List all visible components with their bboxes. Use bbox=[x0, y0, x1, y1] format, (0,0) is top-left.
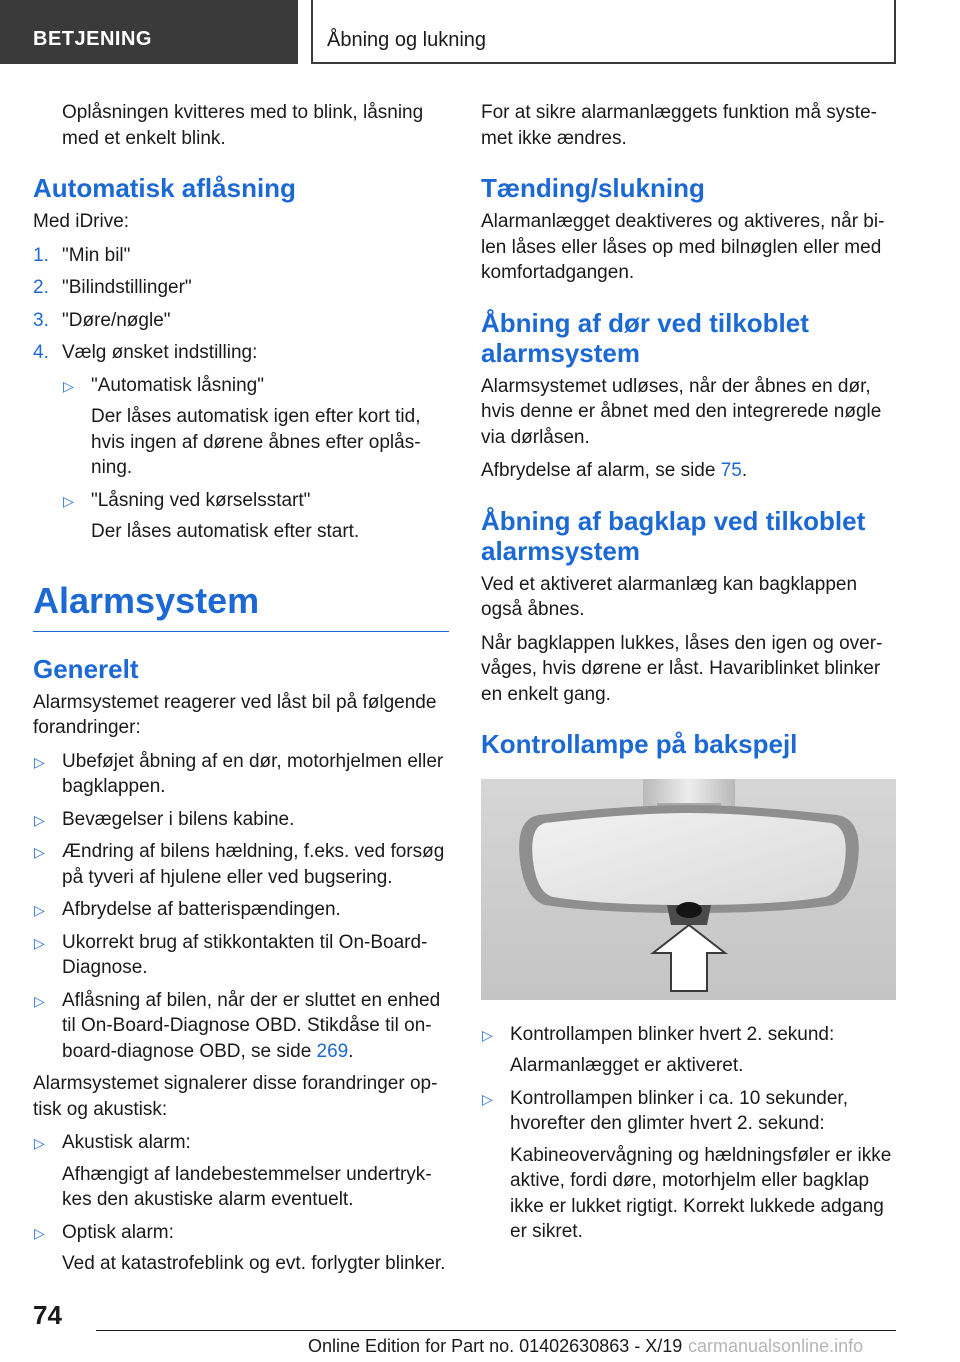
general-lead: Alarmsystemet reagerer ved låst bil på følgende forandringer: bbox=[33, 691, 437, 738]
triangle-right-icon: ▷ bbox=[34, 1135, 45, 1151]
door-break-text bbox=[481, 458, 897, 484]
triangle-right-icon: ▷ bbox=[482, 1026, 493, 1043]
page-link-75[interactable]: 75 bbox=[720, 460, 742, 481]
triangle-right-icon: ▷ bbox=[34, 753, 45, 770]
step-number: 4. bbox=[33, 342, 49, 363]
triangle-right-icon: ▷ bbox=[63, 492, 74, 509]
left-column bbox=[33, 100, 449, 1284]
triangle-right-icon: ▷ bbox=[34, 811, 45, 828]
heading-indicator-lamp: Kontrollampe på bakspejl bbox=[481, 729, 798, 759]
tailgate-text-1: Ved et aktiveret alarmanlæg kan bagklappen også åbnes. bbox=[481, 573, 858, 620]
right-intro: For at sikre alarmanlæggets funktion må systemet ikke ændres. bbox=[481, 102, 877, 149]
intro-text: Oplåsningen kvitteres med to blink, låsning med et enkelt blink. bbox=[62, 102, 424, 149]
step-text: Vælg ønsket indstilling: bbox=[62, 342, 258, 363]
step-number: 1. bbox=[33, 244, 49, 266]
heading-alarm-system: Alarmsystem bbox=[33, 579, 449, 632]
chapter-title: Åbning og lukning bbox=[327, 29, 487, 51]
lamp-desc: Kabineovervågning og hældningsføler er ikke aktive, fordi døre, motorhjelm eller bagklap ikke er lukket rigtigt. Korrekt lukkede adgang er sikret. bbox=[510, 1144, 892, 1242]
step-item bbox=[33, 243, 449, 269]
option-desc: Der låses automatisk igen efter kort tid, hvis ingen af dørene åbnes efter oplåsning. bbox=[91, 406, 421, 478]
obd-text: Aflåsning af bilen, når der er sluttet en enhed til On-Board-Diagnose OBD. Stikdåse til onboard-diagnose OBD, se side bbox=[62, 989, 441, 1062]
lamp-item bbox=[481, 1086, 897, 1245]
signal-label: Optisk alarm: bbox=[62, 1221, 174, 1243]
section-tab bbox=[0, 0, 298, 64]
change-item bbox=[33, 897, 449, 923]
page-header bbox=[0, 0, 960, 66]
signal-desc: Afhængigt af landebestemmelser undertrykkes den akustiske alarm eventuelt. bbox=[62, 1163, 432, 1210]
right-column bbox=[481, 100, 897, 1252]
signal-label: Akustisk alarm: bbox=[62, 1132, 191, 1153]
ignition-text: Alarmanlægget deaktiveres og aktiveres, når bilen låses eller låses op med bilnøglen eller med komfortadgangen. bbox=[481, 211, 885, 283]
signal-lead: Alarmsystemet signalerer disse forandringer optisk og akustisk: bbox=[33, 1073, 438, 1120]
option-item bbox=[62, 488, 449, 545]
heading-tailgate-opening: Åbning af bagklap ved tilkoblet alarmsystem bbox=[481, 505, 866, 566]
step-text: "Bilindstillinger" bbox=[62, 277, 192, 298]
section-label: BETJENING bbox=[33, 28, 152, 50]
heading-general: Generelt bbox=[33, 653, 139, 684]
change-text: Afbrydelse af batterispændingen. bbox=[62, 899, 341, 920]
step-item bbox=[33, 308, 449, 334]
heading-ignition: Tænding/slukning bbox=[481, 173, 705, 203]
step-text: "Døre/nøgle" bbox=[62, 309, 171, 331]
lamp-desc: Alarmanlægget er aktiveret. bbox=[510, 1055, 744, 1076]
change-item bbox=[33, 839, 449, 890]
step-text: "Min bil" bbox=[62, 244, 131, 266]
step-item bbox=[33, 340, 449, 366]
door-text: Alarmsystemet udløses, når der åbnes en dør, hvis denne er åbnet med den integrerede nøgle via dørlåsen. bbox=[481, 375, 882, 448]
footer-watermark: carmanualsonline.info bbox=[688, 1336, 864, 1356]
triangle-right-icon: ▷ bbox=[63, 377, 74, 394]
change-item bbox=[33, 749, 449, 800]
heading-door-opening: Åbning af dør ved tilkoblet alarmsystem bbox=[481, 307, 809, 368]
step-number: 2. bbox=[33, 277, 49, 298]
page-number: 74 bbox=[33, 1300, 62, 1330]
triangle-right-icon: ▷ bbox=[34, 992, 45, 1009]
footer-divider bbox=[96, 1330, 896, 1331]
triangle-right-icon: ▷ bbox=[482, 1090, 493, 1107]
signal-item bbox=[33, 1130, 449, 1213]
chapter-title-box bbox=[311, 0, 896, 64]
change-item bbox=[33, 807, 449, 833]
option-label: "Automatisk låsning" bbox=[91, 374, 264, 396]
option-item bbox=[62, 373, 449, 481]
triangle-right-icon: ▷ bbox=[34, 902, 45, 918]
door-end: . bbox=[741, 460, 748, 481]
triangle-right-icon: ▷ bbox=[34, 1224, 45, 1241]
signal-item bbox=[33, 1220, 449, 1277]
triangle-right-icon: ▷ bbox=[34, 844, 45, 860]
change-item bbox=[33, 930, 449, 981]
obd-end: . bbox=[348, 1040, 354, 1062]
option-label: "Låsning ved kørselsstart" bbox=[91, 489, 311, 511]
door-break: Afbrydelse af alarm, se side bbox=[481, 460, 721, 481]
lamp-label: Kontrollampen blinker hvert 2. sekund: bbox=[510, 1023, 835, 1045]
change-text: Bevægelser i bilens kabine. bbox=[62, 808, 295, 830]
rearview-mirror-figure bbox=[481, 779, 896, 1000]
change-text: Ubeføjet åbning af en dør, motorhjelmen eller bagklappen. bbox=[62, 750, 444, 797]
footer-edition: Online Edition for Part no. 01402630863 - X/19 bbox=[308, 1336, 683, 1356]
auto-lead: Med iDrive: bbox=[33, 211, 130, 232]
change-text: Ukorrekt brug af stikkontakten til On-Board-Diagnose. bbox=[62, 931, 428, 978]
page-link-269[interactable]: 269 bbox=[316, 1040, 349, 1062]
step-item bbox=[33, 275, 449, 301]
change-text: Ændring af bilens hældning, f.eks. ved forsøg på tyveri af hjulene eller ved bugsering. bbox=[62, 841, 445, 888]
option-desc: Der låses automatisk efter start. bbox=[91, 521, 360, 542]
triangle-right-icon: ▷ bbox=[34, 934, 45, 951]
tailgate-text-2: Når bagklappen lukkes, låses den igen og overvåges, hvis dørene er låst. Havariblinket blinker en enkelt gang. bbox=[481, 632, 883, 705]
heading-automatic-locking: Automatisk aflåsning bbox=[33, 173, 296, 203]
lamp-label: Kontrollampen blinker i ca. 10 sekunder, hvorefter den glimter hvert 2. sekund: bbox=[510, 1087, 848, 1134]
lamp-item bbox=[481, 1022, 897, 1079]
change-item-obd bbox=[33, 988, 449, 1065]
signal-desc: Ved at katastrofeblink og evt. forlygter blinker. bbox=[62, 1253, 446, 1274]
step-number: 3. bbox=[33, 309, 49, 331]
